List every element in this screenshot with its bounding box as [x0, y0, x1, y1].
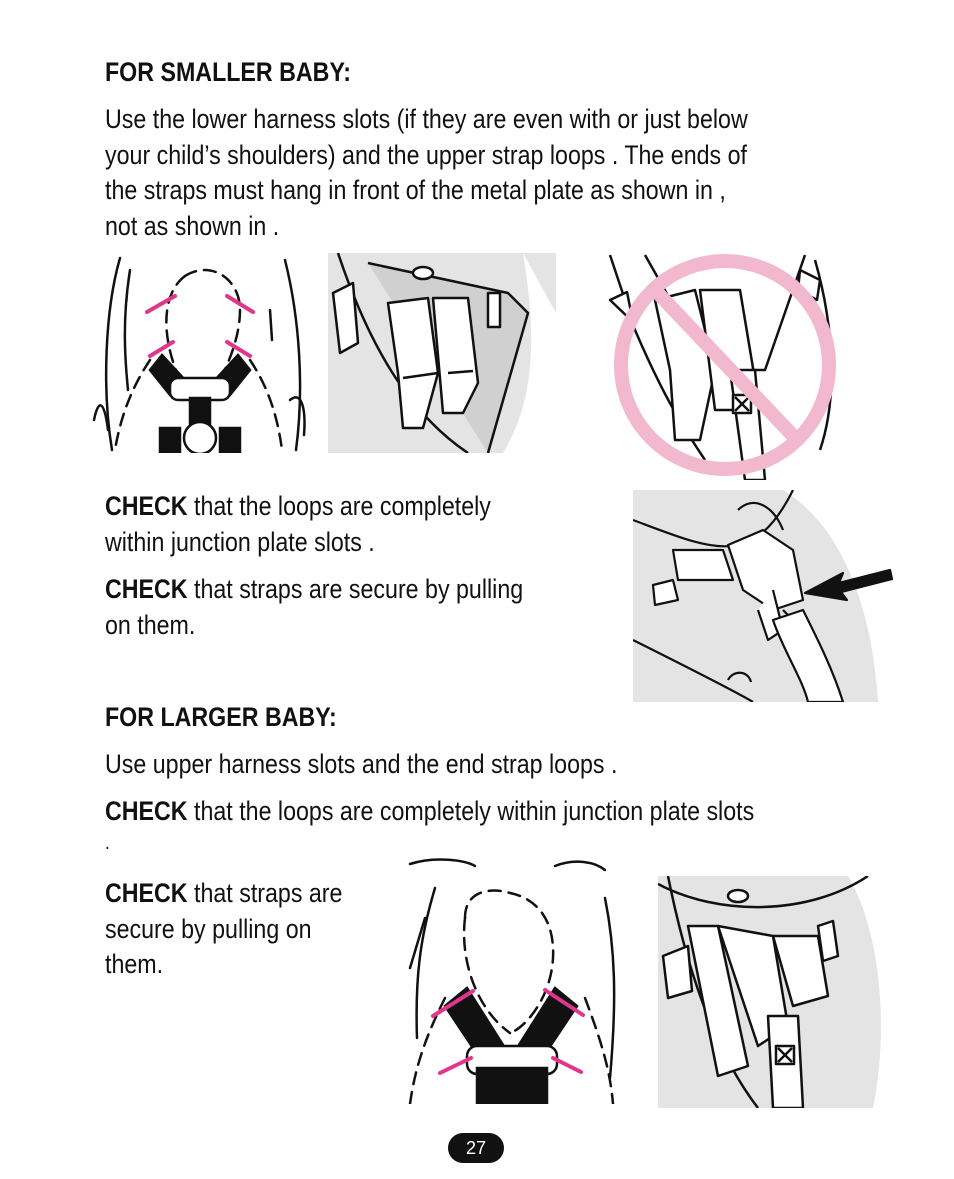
- check-straps-large: [105, 876, 342, 983]
- paragraph-line: the straps must hang in front of the metal plate as shown in ,: [105, 175, 726, 205]
- check-label: CHECK: [105, 878, 188, 908]
- paragraph-line: not as shown in .: [105, 210, 280, 241]
- check-loops-small: [105, 489, 491, 560]
- check-loops-large: [105, 794, 754, 856]
- check-text: them.: [105, 949, 164, 979]
- check-label: CHECK: [105, 491, 188, 521]
- check-text: .: [105, 831, 110, 854]
- check-text: that the loops are completely within junction plate slots: [187, 796, 755, 826]
- check-text: within junction plate slots .: [105, 526, 375, 557]
- check-text: that the loops are completely: [187, 491, 491, 521]
- paragraph-line: Use the lower harness slots (if they are even with or just below: [105, 104, 748, 134]
- check-text: that straps are secure by pulling: [187, 574, 524, 604]
- check-label: CHECK: [105, 574, 188, 604]
- check-straps-small: [105, 572, 523, 643]
- illustration-straps-incorrect: [605, 250, 845, 480]
- check-label: CHECK: [105, 796, 188, 826]
- heading-larger-baby: FOR LARGER BABY:: [105, 702, 337, 732]
- heading-smaller-baby: FOR SMALLER BABY:: [105, 57, 351, 87]
- illustration-end-strap-loops: [658, 876, 898, 1108]
- page-number-badge: 27: [448, 1133, 504, 1163]
- illustration-pull-strap-check: [633, 490, 897, 702]
- paragraph-smaller-baby: [105, 102, 748, 244]
- check-text: secure by pulling on: [105, 913, 312, 944]
- check-text: on them.: [105, 609, 196, 640]
- illustration-lower-harness-slots: [90, 250, 308, 453]
- paragraph-larger-baby: Use upper harness slots and the end strap loops .: [105, 749, 618, 779]
- illustration-upper-harness-slots: [405, 858, 617, 1104]
- illustration-straps-correct: [328, 253, 556, 453]
- paragraph-line: your child’s shoulders) and the upper strap loops . The ends of: [105, 139, 747, 170]
- check-text: that straps are: [187, 878, 343, 908]
